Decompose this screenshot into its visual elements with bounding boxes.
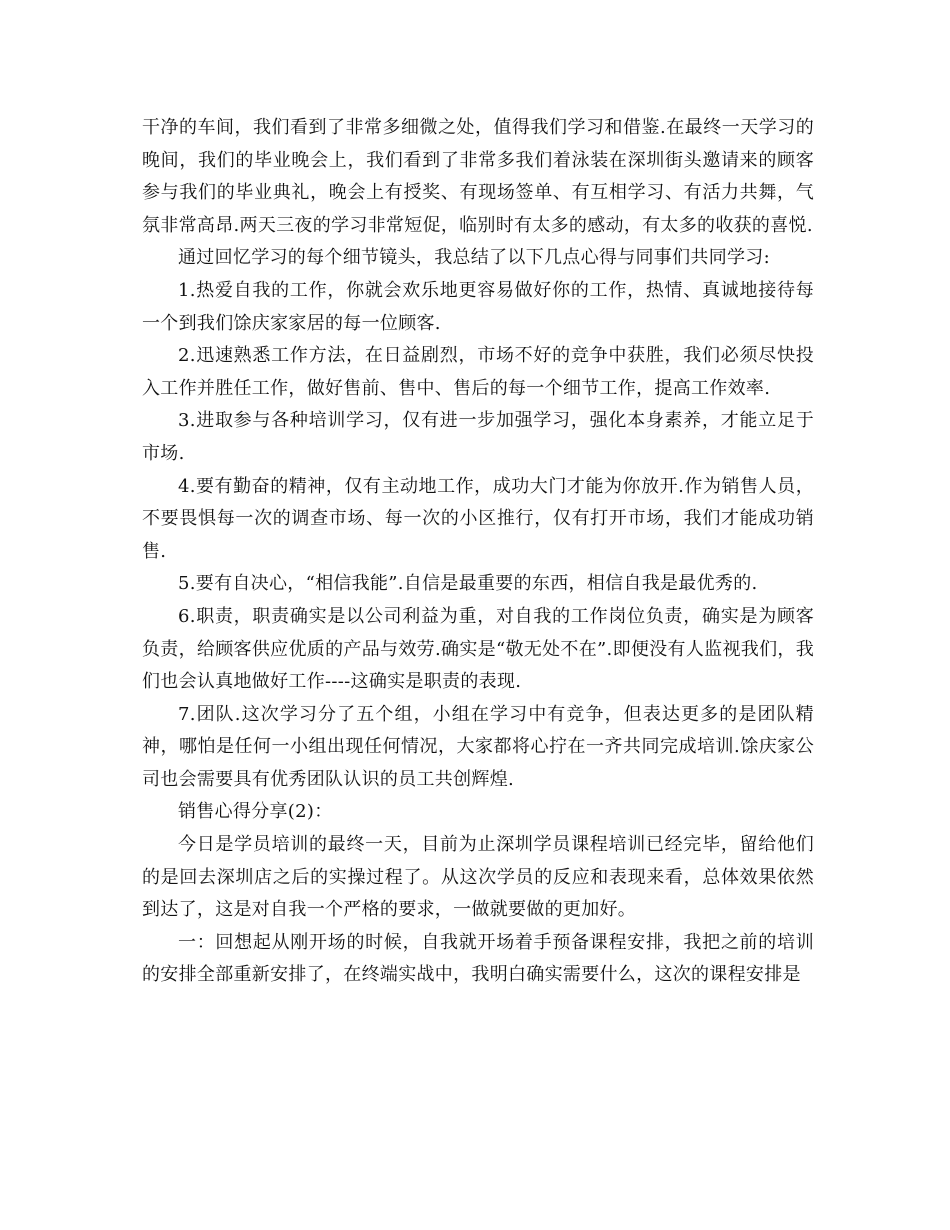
document-body	[142, 112, 814, 992]
paragraph-share-point-1: 一：回想起从刚开场的时候，自我就开场着手预备课程安排，我把之前的培训的安排全部重新安排了，在终端实战中，我明白确实需要什么，这次的课程安排是	[142, 931, 814, 986]
paragraph-point-7: 7.团队.这次学习分了五个组，小组在学习中有竞争，但表达更多的是团队精神，哪怕是任何一小组出现任何情况，大家都将心拧在一齐共同完成培训.馀庆家公司也会需要具有优秀团队认识的员工共创辉煌.	[142, 703, 814, 790]
paragraph-share-intro: 今日是学员培训的最终一天，目前为止深圳学员课程培训已经完毕，留给他们的是回去深圳店之后的实操过程了。从这次学员的反应和表现来看，总体效果依然到达了，这是对自我一个严格的要求，一做就要做的更加好。	[142, 834, 814, 921]
paragraph-point-4: 4.要有勤奋的精神，仅有主动地工作，成功大门才能为你放开.作为销售人员，不要畏惧每一次的调查市场、每一次的小区推行，仅有打开市场，我们才能成功销售.	[142, 475, 814, 562]
section-heading: 销售心得分享(2)：	[178, 801, 333, 823]
paragraph-point-3: 3.进取参与各种培训学习，仅有进一步加强学习，强化本身素养，才能立足于市场.	[142, 410, 814, 464]
paragraph-point-6: 6.职责，职责确实是以公司利益为重，对自我的工作岗位负责，确实是为顾客负责，给顾客供应优质的产品与效劳.确实是“敬无处不在”.即便没有人监视我们，我们也会认真地做好工作----这确实是职责的表现.	[142, 605, 814, 693]
paragraph-summary-intro: 通过回忆学习的每个细节镜头，我总结了以下几点心得与同事们共同学习:	[178, 247, 770, 269]
paragraph-continuation: 干净的车间，我们看到了非常多细微之处，值得我们学习和借鉴.在最终一天学习的晚间，我们的毕业晚会上，我们看到了非常多我们着泳装在深圳街头邀请来的顾客参与我们的毕业典礼，晚会上有授奖、有现场签单、有互相学习、有活力共舞，气氛非常高昂.两天三夜的学习非常短促，临别时有太多的感动，有太多的收获的喜悦.	[142, 117, 814, 236]
paragraph-point-2: 2.迅速熟悉工作方法，在日益剧烈，市场不好的竞争中获胜，我们必须尽快投入工作并胜任工作，做好售前、售中、售后的每一个细节工作，提高工作效率.	[142, 345, 814, 399]
paragraph-point-5: 5.要有自决心，“相信我能”.自信是最重要的东西，相信自我是最优秀的.	[178, 573, 758, 595]
paragraph-point-1: 1.热爱自我的工作，你就会欢乐地更容易做好你的工作，热情、真诚地接待每一个到我们馀庆家家居的每一位顾客.	[142, 279, 814, 334]
